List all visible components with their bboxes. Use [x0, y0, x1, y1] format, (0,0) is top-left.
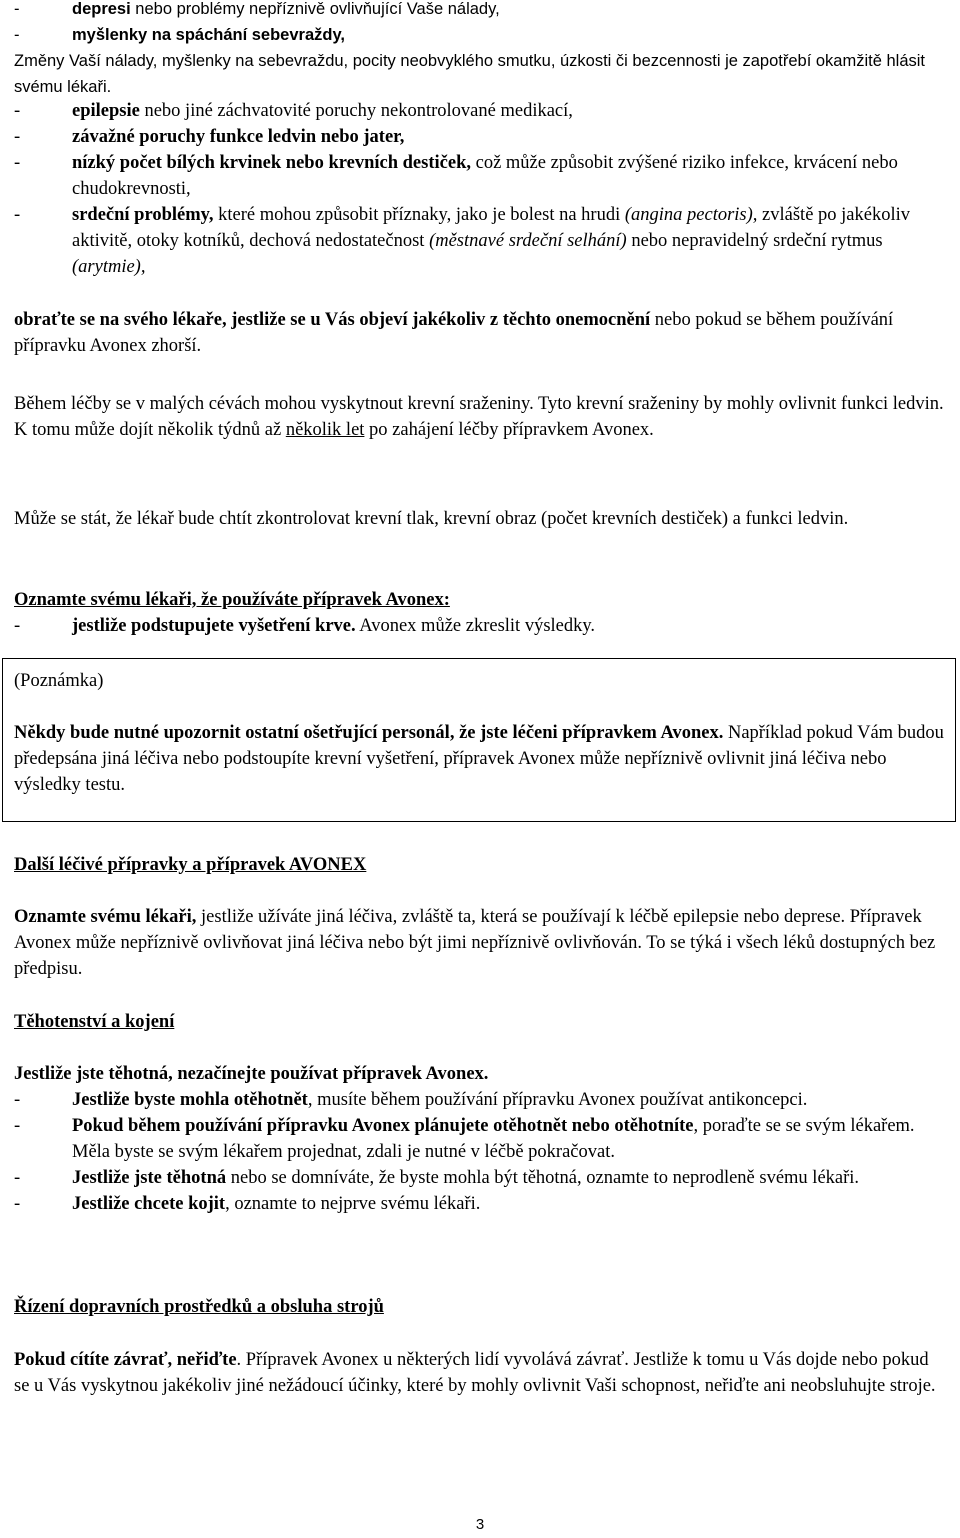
list-item-bold: Pokud během používání přípravku Avonex plánujete otěhotnět nebo otěhotníte	[72, 1116, 694, 1136]
list-item-bold: závažné poruchy funkce ledvin nebo jater,	[72, 127, 405, 147]
list-item-italic: (městnavé srdeční selhání)	[429, 231, 627, 251]
paragraph-bold: Pokud cítíte závrať, neřiďte	[14, 1350, 237, 1370]
list-item-text: nebo jiné záchvatovité poruchy nekontrolované medikací,	[139, 101, 573, 121]
serif-risk-list	[14, 98, 944, 280]
paragraph-text: po zahájení léčby přípravkem Avonex.	[364, 420, 654, 440]
list-item	[14, 1165, 944, 1191]
list-dash: -	[14, 205, 21, 225]
heading-text: Další léčivé přípravky a přípravek AVONEX	[14, 855, 367, 875]
list-item-text: nebo se domníváte, že byste mohla být těhotná, oznamte to neprodleně svému lékaři.	[226, 1168, 860, 1188]
list-item-bold: srdeční problémy,	[72, 205, 214, 225]
heading-text: Oznamte svému lékaři, že používáte přípravek Avonex:	[14, 590, 450, 610]
note-content	[14, 720, 944, 798]
list-item-bold: myšlenky na spáchání sebevraždy,	[72, 26, 345, 44]
section-heading	[14, 587, 944, 613]
heading-text: Řízení dopravních prostředků a obsluha strojů	[14, 1297, 384, 1317]
paragraph-text: nebo pokud se během používání přípravku Avonex zhorší.	[14, 310, 894, 356]
note-text: Například pokud Vám budou předepsána jiná léčiva nebo podstoupíte krevní vyšetření, přípravek Avonex může nepříznivě ovlivnit jiná léčiva nebo výsledky testu.	[14, 723, 944, 795]
list-item-italic: (arytmie),	[72, 257, 146, 277]
list-item-bold: jestliže podstupujete vyšetření krve.	[72, 616, 356, 636]
list-dash: -	[14, 1194, 21, 1214]
list-dash: -	[14, 0, 20, 18]
subheading-text: Jestliže jste těhotná, nezačínejte používat přípravek Avonex.	[14, 1064, 489, 1084]
list-item	[14, 0, 944, 22]
list-item-text: nebo problémy nepříznivě ovlivňující Vaše nálady,	[130, 0, 500, 18]
list-dash: -	[14, 127, 21, 147]
list-item	[14, 1113, 944, 1165]
page-number: 3	[475, 1516, 485, 1533]
list-item	[14, 613, 944, 639]
other-medicines-heading	[14, 852, 944, 878]
heading-text: Těhotenství a kojení	[14, 1012, 175, 1032]
list-item-bold: Jestliže chcete kojit	[72, 1194, 226, 1214]
list-item-text: , musíte během používání přípravku Avonex používat antikoncepci.	[307, 1090, 808, 1110]
list-item-text: Avonex může zkreslit výsledky.	[355, 616, 596, 636]
paragraph-text: jestliže užíváte jiná léčiva, zvláště ta, která se používají k léčbě epilepsie nebo deprese. Přípravek Avonex může nepříznivě ovlivňovat jiná léčiva nebo být jimi nepříznivě ovlivňován. To se týká i všech léků dostupných bez předpisu.	[14, 907, 936, 979]
list-item-text: které mohou způsobit příznaky, jako je bolest na hrudi	[213, 205, 625, 225]
list-item-text: zvláště po jakékoliv aktivitě, otoky kotníků, dechová nedostatečnost	[72, 205, 911, 251]
list-item	[14, 98, 944, 124]
list-item	[14, 22, 944, 48]
list-item-italic: (angina pectoris),	[624, 205, 758, 225]
list-dash: -	[14, 26, 20, 44]
list-item-bold: epilepsie	[72, 101, 140, 121]
list-dash: -	[14, 101, 21, 121]
driving-heading	[14, 1294, 944, 1320]
paragraph-text: . Přípravek Avonex u některých lidí vyvolává závrať. Jestliže k tomu u Vás dojde nebo pokud se u Vás vyskytnou jakékoliv jiné nežádoucí účinky, které by mohly ovlivnit Vaši schopnost, neřiďte ani neobsluhujte stroje.	[14, 1350, 936, 1396]
pregnancy-heading	[14, 1009, 944, 1035]
list-item	[14, 124, 944, 150]
checkup-paragraph: Může se stát, že lékař bude chtít zkontrolovat krevní tlak, krevní obraz (počet krevních destiček) a funkci ledvin.	[14, 509, 849, 529]
list-item-text: což může způsobit zvýšené riziko infekce, krvácení nebo chudokrevnosti,	[72, 153, 898, 199]
consult-doctor-paragraph	[14, 307, 944, 359]
list-dash: -	[14, 1116, 21, 1136]
top-risk-list	[14, 0, 944, 100]
list-item-bold: Jestliže byste mohla otěhotnět	[72, 1090, 308, 1110]
note-bold: Někdy bude nutné upozornit ostatní ošetřující personál, že jste léčeni přípravkem Avonex.	[14, 723, 724, 743]
driving-paragraph	[14, 1347, 944, 1399]
list-item-text: , oznamte to nejprve svému lékaři.	[225, 1194, 481, 1214]
list-item-bold: depresi	[72, 0, 131, 18]
paragraph-bold: Oznamte svému lékaři,	[14, 907, 197, 927]
pregnancy-subheading	[14, 1061, 944, 1087]
list-dash: -	[14, 153, 21, 173]
underlined-text: několik let	[285, 420, 365, 440]
note-label: (Poznámka)	[14, 671, 104, 691]
paragraph-text: Během léčby se v malých cévách mohou vyskytnout krevní sraženiny. Tyto krevní sraženiny by mohly ovlivnit funkci ledvin. K tomu může dojít několik týdnů až	[14, 394, 944, 440]
other-medicines-paragraph	[14, 904, 944, 982]
list-item-bold: nízký počet bílých krvinek nebo krevních destiček,	[72, 153, 471, 173]
list-item	[14, 1191, 944, 1217]
list-dash: -	[14, 616, 21, 636]
mood-warning-paragraph: Změny Vaší nálady, myšlenky na sebevraždu, pocity neobvyklého smutku, úzkosti či bezcennosti je zapotřebí okamžitě hlásit svému lékaři.	[14, 52, 925, 96]
inform-doctor-section	[14, 587, 944, 639]
blood-clots-paragraph	[14, 391, 944, 443]
list-item-text: , poraďte se se svým lékařem. Měla byste se svým lékařem projednat, zdali je nutné v léčbě pokračovat.	[72, 1116, 915, 1162]
list-dash: -	[14, 1090, 21, 1110]
list-item	[14, 150, 944, 202]
list-item	[14, 1087, 944, 1113]
list-item-text: nebo nepravidelný srdeční rytmus	[626, 231, 883, 251]
pregnancy-section	[14, 1061, 944, 1217]
list-item	[14, 202, 944, 280]
paragraph-bold: obraťte se na svého lékaře, jestliže se u Vás objeví jakékoliv z těchto onemocnění	[14, 310, 651, 330]
list-item-bold: Jestliže jste těhotná	[72, 1168, 227, 1188]
list-dash: -	[14, 1168, 21, 1188]
